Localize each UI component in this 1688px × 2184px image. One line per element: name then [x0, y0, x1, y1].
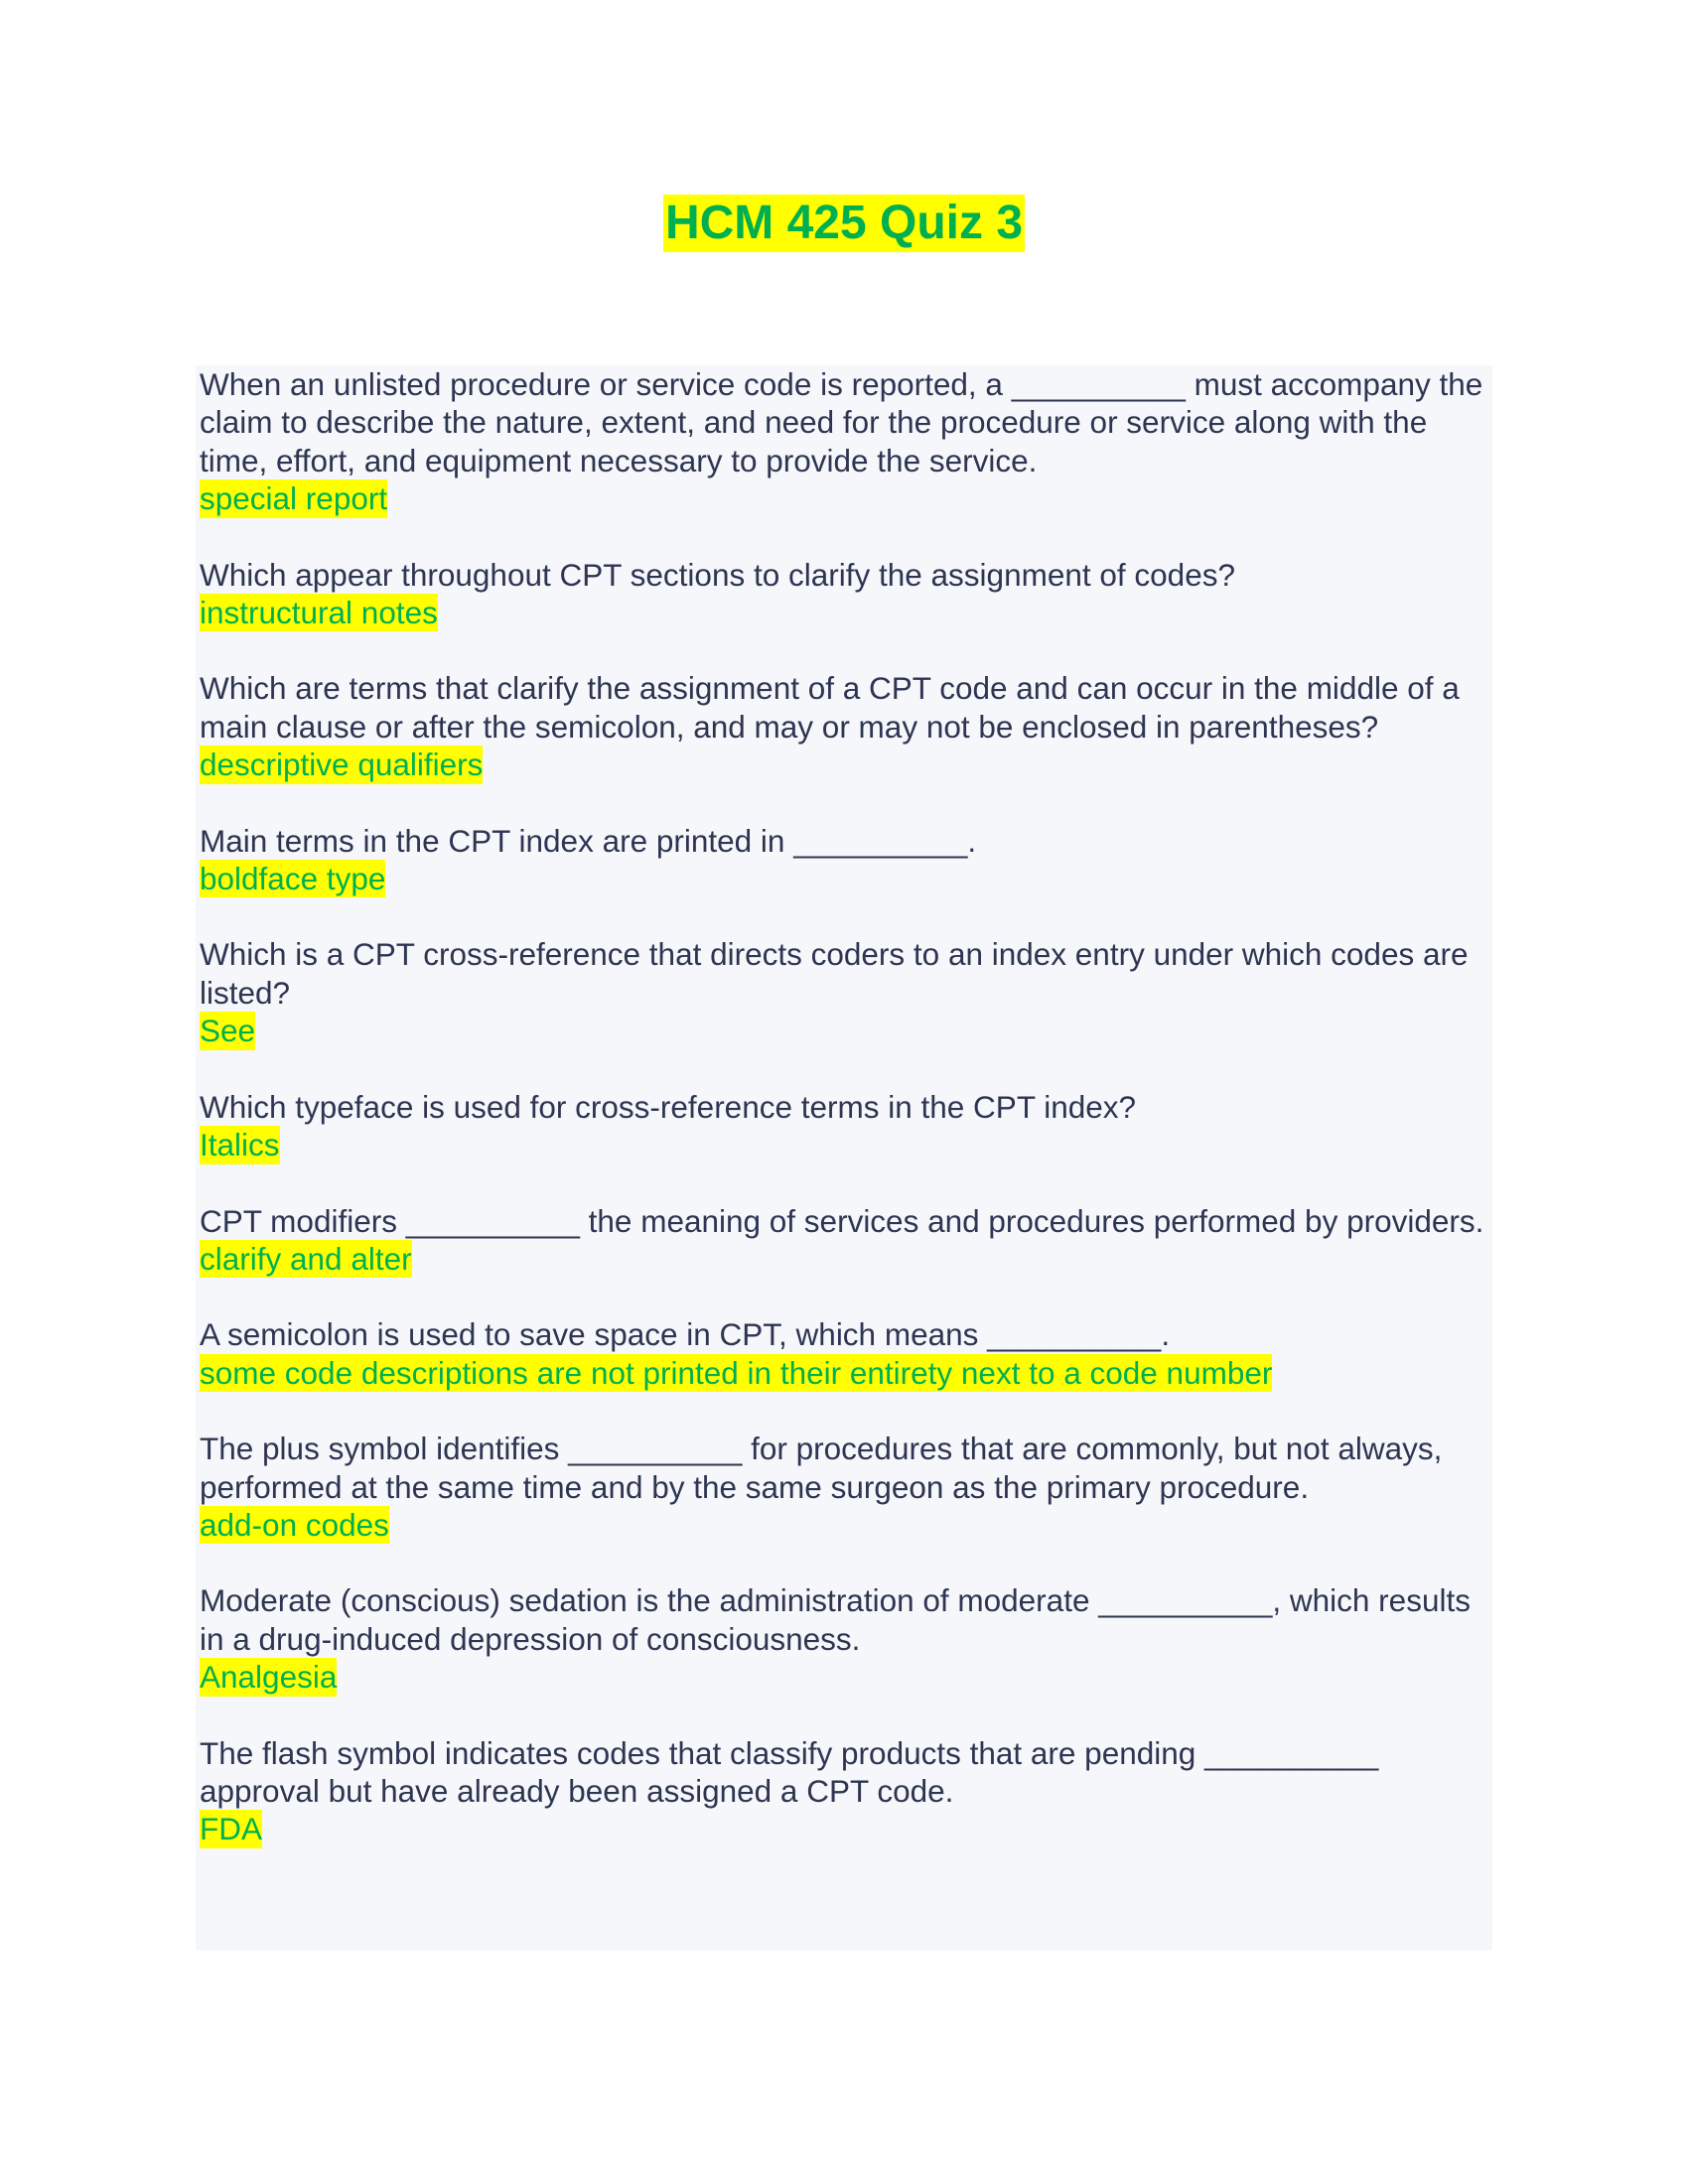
qa-item	[200, 556, 1490, 632]
answer-text: boldface type	[200, 861, 386, 897]
question-text: Which appear throughout CPT sections to clarify the assignment of codes?	[200, 556, 1235, 593]
title-container	[0, 195, 1688, 252]
answer-text: special report	[200, 480, 388, 517]
qa-list	[200, 365, 1490, 1886]
question-text: Which are terms that clarify the assignment of a CPT code and can occur in the middle of a main clause or after the semicolon, and may or may not be enclosed in parentheses?	[200, 670, 1460, 745]
qa-item	[200, 1202, 1490, 1279]
answer-text: clarify and alter	[200, 1240, 412, 1277]
qa-item	[200, 365, 1490, 518]
question-text: Which is a CPT cross-reference that directs coders to an index entry under which codes are listed?	[200, 936, 1469, 1011]
answer-text: Analgesia	[200, 1659, 338, 1696]
answer-text: See	[200, 1013, 256, 1049]
qa-item	[200, 1088, 1490, 1164]
qa-item	[200, 822, 1490, 898]
question-text: The plus symbol identifies __________ for procedures that are commonly, but not always, performed at the same time and by the same surgeon as the primary procedure.	[200, 1431, 1443, 1505]
answer-text: Italics	[200, 1127, 280, 1163]
question-text: When an unlisted procedure or service code is reported, a __________ must accompany the claim to describe the nature, extent, and need for the procedure or service along with the time, effort, and equipment necessary to provide the service.	[200, 366, 1483, 478]
qa-item	[200, 669, 1490, 783]
page-title: HCM 425 Quiz 3	[663, 195, 1025, 252]
question-text: Main terms in the CPT index are printed in __________.	[200, 822, 977, 859]
answer-text: descriptive qualifiers	[200, 747, 484, 783]
question-text: The flash symbol indicates codes that classify products that are pending __________ approval but have already been assigned a CPT code.	[200, 1734, 1379, 1809]
answer-text: instructural notes	[200, 595, 438, 631]
question-text: Moderate (conscious) sedation is the administration of moderate __________, which results in a drug-induced depression of consciousness.	[200, 1582, 1471, 1657]
answer-text: FDA	[200, 1811, 262, 1847]
answer-text: add-on codes	[200, 1506, 389, 1543]
question-text: Which typeface is used for cross-reference terms in the CPT index?	[200, 1088, 1137, 1125]
qa-item	[200, 1315, 1490, 1392]
qa-item	[200, 1581, 1490, 1696]
qa-item	[200, 1430, 1490, 1544]
question-text: CPT modifiers __________ the meaning of services and procedures performed by providers.	[200, 1202, 1484, 1239]
quiz-content	[196, 365, 1492, 1951]
qa-item	[200, 1734, 1490, 1848]
answer-text: some code descriptions are not printed in their entirety next to a code number	[200, 1354, 1273, 1391]
question-text: A semicolon is used to save space in CPT, which means __________.	[200, 1316, 1171, 1353]
qa-item	[200, 935, 1490, 1049]
